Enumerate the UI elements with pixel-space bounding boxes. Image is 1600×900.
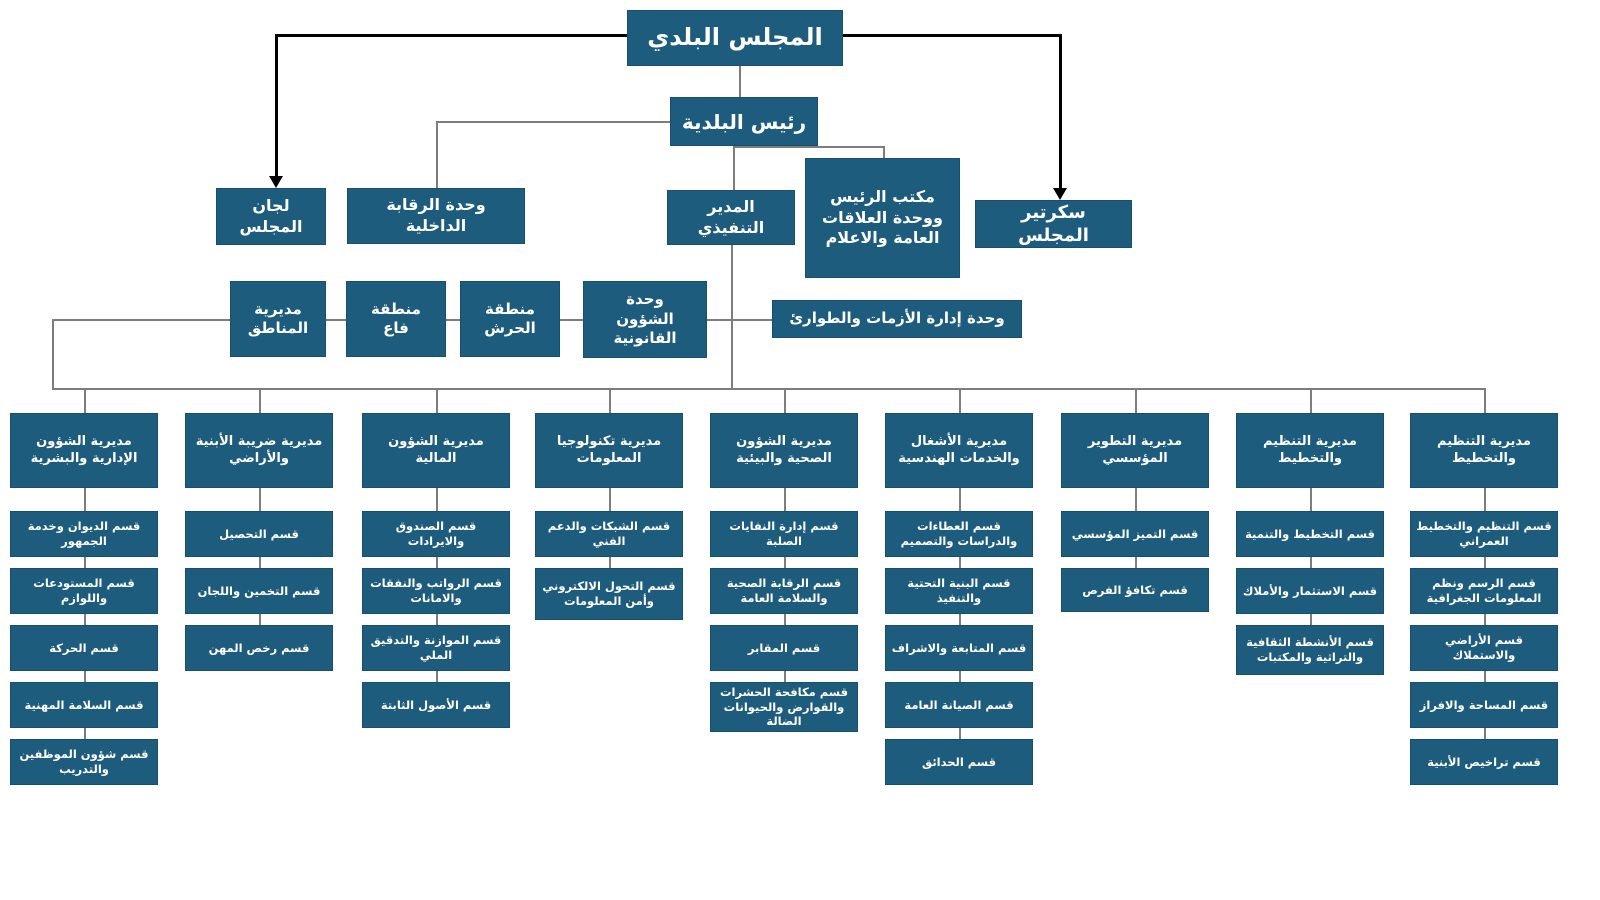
directorate-node: مديرية ضريبة الأبنية والأراضي [185,413,333,488]
connector-line [1310,388,1312,413]
dept-node: قسم الرقابة الصحية والسلامة العامة [710,568,858,614]
connector-line [883,146,885,158]
connector-line [959,388,961,413]
arrowhead-icon [269,176,283,188]
dept-node: قسم الديوان وخدمة الجمهور [10,511,158,557]
dept-node: قسم التحول الالكتروني وأمن المعلومات [535,568,683,620]
node-municipal-council: المجلس البلدي [627,10,843,66]
connector-line [609,388,611,413]
connector-line [784,671,786,682]
dept-node: قسم التخمين واللجان [185,568,333,614]
dept-node: قسم الموازنة والتدقيق الملي [362,625,510,671]
connector-line [784,488,786,511]
directorate-node: مديرية التنظيم والتخطيط [1410,413,1558,488]
connector-line [84,671,86,682]
connector-line [84,614,86,625]
connector-line [784,388,786,413]
connector-line [609,557,611,568]
connector-line [1310,488,1312,511]
connector-line [84,728,86,739]
node-mayor: رئيس البلدية [670,97,818,146]
connector-line [560,319,583,321]
dept-node: قسم شؤون الموظفين والتدريب [10,739,158,785]
dept-node: قسم الأصول الثابتة [362,682,510,728]
connector-line [1135,557,1137,568]
connector-line [959,488,961,511]
dept-node: قسم الرسم ونظم المعلومات الجغرافية [1410,568,1558,614]
connector-line [446,319,460,321]
directorate-node: مديرية الشؤون الصحية والبيئية [710,413,858,488]
arrow-line [843,34,1061,37]
arrow-line [276,34,627,37]
dept-node: قسم الحدائق [885,739,1033,785]
connector-line [1310,614,1312,625]
node-executive-director: المدير التنفيذي [667,190,795,245]
directorate-node: مديرية الشؤون المالية [362,413,510,488]
connector-line [52,319,230,321]
connector-line [784,614,786,625]
directorate-node: مديرية الشؤون الإدارية والبشرية [10,413,158,488]
node-faa-district: منطقة فاع [346,281,446,357]
dept-node: قسم المساحة والافراز [1410,682,1558,728]
connector-line [52,388,1485,390]
connector-line [1310,557,1312,568]
connector-line [259,614,261,625]
dept-node: قسم التخطيط والتنمية [1236,511,1384,557]
directorate-node: مديرية الأشغال والخدمات الهندسية [885,413,1033,488]
connector-line [52,319,54,388]
dept-node: قسم السلامة المهنية [10,682,158,728]
connector-line [1135,488,1137,511]
dept-node: قسم إدارة النفايات الصلبة [710,511,858,557]
connector-line [731,245,733,388]
connector-line [959,614,961,625]
directorate-node: مديرية التنظيم والتخطيط [1236,413,1384,488]
connector-line [436,614,438,625]
connector-line [733,146,735,190]
connector-line [1484,671,1486,682]
connector-line [436,121,670,123]
connector-line [1484,614,1486,625]
dept-node: قسم التحصيل [185,511,333,557]
connector-line [959,557,961,568]
connector-line [436,488,438,511]
connector-line [784,557,786,568]
connector-line [959,728,961,739]
node-legal-affairs-unit: وحدة الشؤون القانونية [583,281,707,358]
node-council-committees: لجان المجلس [216,188,326,245]
connector-line [436,557,438,568]
connector-line [739,66,741,97]
node-hirsh-district: منطقة الحرش [460,281,560,357]
connector-line [436,121,438,188]
dept-node: قسم الشبكات والدعم الفني [535,511,683,557]
dept-node: قسم تكافؤ الفرص [1061,568,1209,612]
node-council-secretary: سكرتير المجلس [975,200,1132,248]
dept-node: قسم مكافحة الحشرات والقوارض والحيوانات الضالة [710,682,858,732]
connector-line [326,319,346,321]
dept-node: قسم البنية التحتية والتنفيذ [885,568,1033,614]
dept-node: قسم المستودعات واللوازم [10,568,158,614]
arrow-line [1059,34,1062,188]
dept-node: قسم الصندوق والايرادات [362,511,510,557]
connector-line [259,388,261,413]
dept-node: قسم الرواتب والنفقات والامانات [362,568,510,614]
dept-node: قسم الحركة [10,625,158,671]
dept-node: قسم الاستثمار والأملاك [1236,568,1384,614]
connector-line [707,319,772,321]
connector-line [84,388,86,413]
connector-line [259,557,261,568]
node-internal-audit-unit: وحدة الرقابة الداخلية [347,188,525,244]
dept-node: قسم المتابعة والاشراف [885,625,1033,671]
arrowhead-icon [1053,188,1067,200]
connector-line [609,488,611,511]
dept-node: قسم الأنشطة الثقافية والتراثية والمكتبات [1236,625,1384,675]
connector-line [84,557,86,568]
node-crisis-emergency-unit: وحدة إدارة الأزمات والطوارئ [772,300,1022,338]
connector-line [959,671,961,682]
dept-node: قسم الأراضي والاستملاك [1410,625,1558,671]
connector-line [1484,388,1486,413]
dept-node: قسم الصيانة العامة [885,682,1033,728]
connector-line [733,146,883,148]
connector-line [1484,488,1486,511]
dept-node: قسم رخص المهن [185,625,333,671]
connector-line [1135,388,1137,413]
dept-node: قسم تراخيص الأبنية [1410,739,1558,785]
connector-line [436,388,438,413]
node-districts-directorate: مديرية المناطق [230,281,326,357]
connector-line [259,488,261,511]
node-president-office-pr-media: مكتب الرئيس ووحدة العلاقات العامة والاعلام [805,158,960,278]
connector-line [436,671,438,682]
connector-line [1484,557,1486,568]
arrow-line [275,34,278,177]
connector-line [84,488,86,511]
dept-node: قسم التنظيم والتخطيط العمراني [1410,511,1558,557]
dept-node: قسم العطاءات والدراسات والتصميم [885,511,1033,557]
connector-line [1484,728,1486,739]
dept-node: قسم التميز المؤسسي [1061,511,1209,557]
dept-node: قسم المقابر [710,625,858,671]
directorate-node: مديرية تكنولوجيا المعلومات [535,413,683,488]
directorate-node: مديرية التطوير المؤسسي [1061,413,1209,488]
